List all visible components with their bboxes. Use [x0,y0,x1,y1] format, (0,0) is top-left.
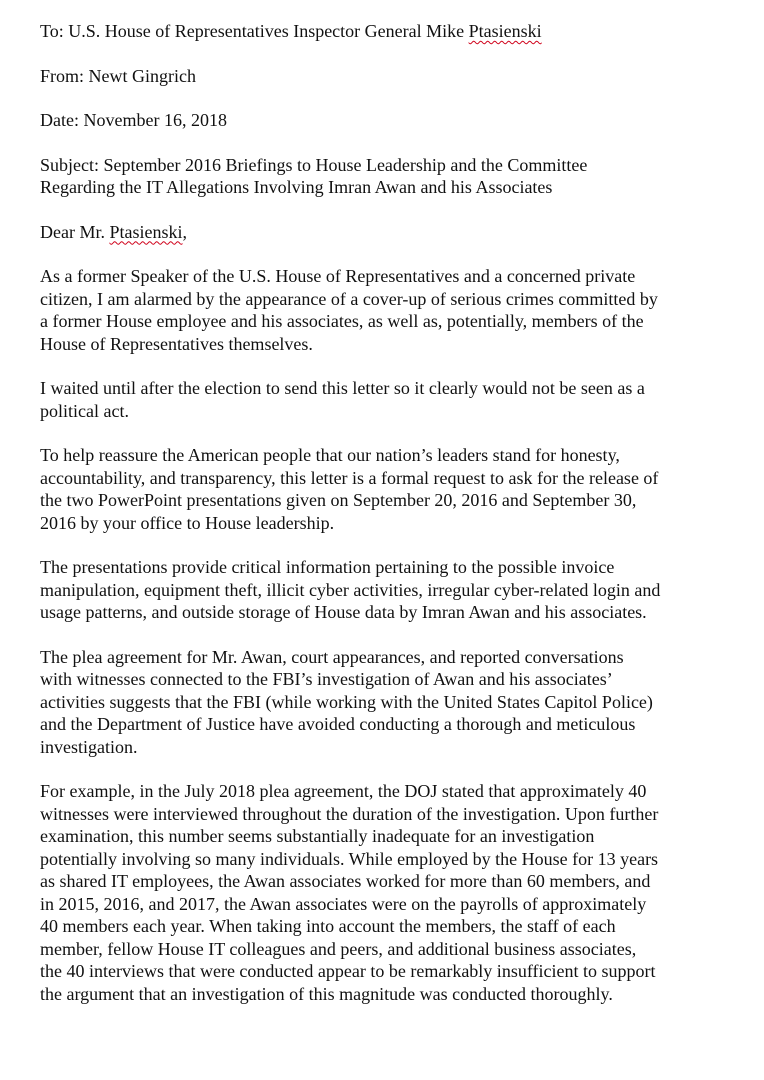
paragraph-line: the two PowerPoint presentations given on September 20, 2016 and September 30, [40,490,637,510]
paragraph-line: As a former Speaker of the U.S. House of Representatives and a concerned private [40,266,636,286]
paragraph [40,444,740,534]
paragraph-line: 2016 by your office to House leadership. [40,512,335,533]
salutation-name-misspelled: Ptasienski [109,221,183,242]
salutation-suffix: , [182,221,187,242]
paragraph-line: I waited until after the election to send this letter so it clearly would not be seen as a [40,378,645,398]
paragraph-line: To help reassure the American people that our nation’s leaders stand for honesty, [40,445,620,465]
paragraph-line: For example, in the July 2018 plea agreement, the DOJ stated that approximately 40 [40,781,647,801]
paragraph-line: and the Department of Justice have avoided conducting a thorough and meticulous [40,714,636,734]
to-line [40,20,740,43]
paragraph-line: as shared IT employees, the Awan associates worked for more than 60 members, and [40,871,651,891]
paragraph-line: usage patterns, and outside storage of House data by Imran Awan and his associates. [40,602,647,622]
paragraph-line: potentially involving so many individuals. While employed by the House for 13 years [40,848,659,869]
paragraph [40,646,740,759]
date-text: Date: November 16, 2018 [40,110,227,130]
paragraph-line: examination, this number seems substantially inadequate for an investigation [40,826,595,846]
letter-page [40,20,740,1027]
paragraph-line: activities suggests that the FBI (while working with the United States Capitol Police) [40,691,653,712]
paragraph [40,265,740,355]
paragraph-line: member, fellow House IT colleagues and peers, and additional business associates, [40,938,637,959]
paragraph [40,377,740,422]
paragraph [40,556,740,624]
paragraph [40,780,740,1005]
to-label: To: U.S. House of Representatives Inspector General Mike [40,21,469,41]
paragraph-line: the 40 interviews that were conducted appear to be remarkably insufficient to support [40,961,656,981]
paragraph-line: citizen, I am alarmed by the appearance of a cover-up of serious crimes committed by [40,288,658,309]
salutation [40,221,740,244]
paragraph-line: the argument that an investigation of this magnitude was conducted thoroughly. [40,983,613,1004]
from-line [40,65,740,88]
date-line [40,109,740,132]
paragraph-line: manipulation, equipment theft, illicit cyber activities, irregular cyber-related login and [40,579,661,600]
from-text: From: Newt Gingrich [40,65,196,86]
subject-line: Regarding the IT Allegations Involving Imran Awan and his Associates [40,177,553,197]
paragraph-line: House of Representatives themselves. [40,333,313,354]
paragraph-line: accountability, and transparency, this letter is a formal request to ask for the release of [40,467,659,488]
paragraph-line: investigation. [40,736,138,757]
paragraph-line: The presentations provide critical information pertaining to the possible invoice [40,557,615,577]
paragraph-line: The plea agreement for Mr. Awan, court appearances, and reported conversations [40,646,624,667]
salutation-prefix: Dear Mr. [40,221,110,242]
paragraph-line: political act. [40,400,129,421]
to-name-misspelled: Ptasienski [468,21,542,41]
paragraph-line: with witnesses connected to the FBI’s investigation of Awan and his associates’ [40,669,613,689]
paragraph-line: a former House employee and his associates, as well as, potentially, members of the [40,311,644,331]
paragraph-line: witnesses were interviewed throughout the duration of the investigation. Upon further [40,803,659,824]
subject-line: Subject: September 2016 Briefings to House Leadership and the Committee [40,154,588,175]
paragraph-line: 40 members each year. When taking into account the members, the staff of each [40,916,616,936]
paragraph-line: in 2015, 2016, and 2017, the Awan associates were on the payrolls of approximately [40,893,647,914]
subject-block [40,154,740,199]
